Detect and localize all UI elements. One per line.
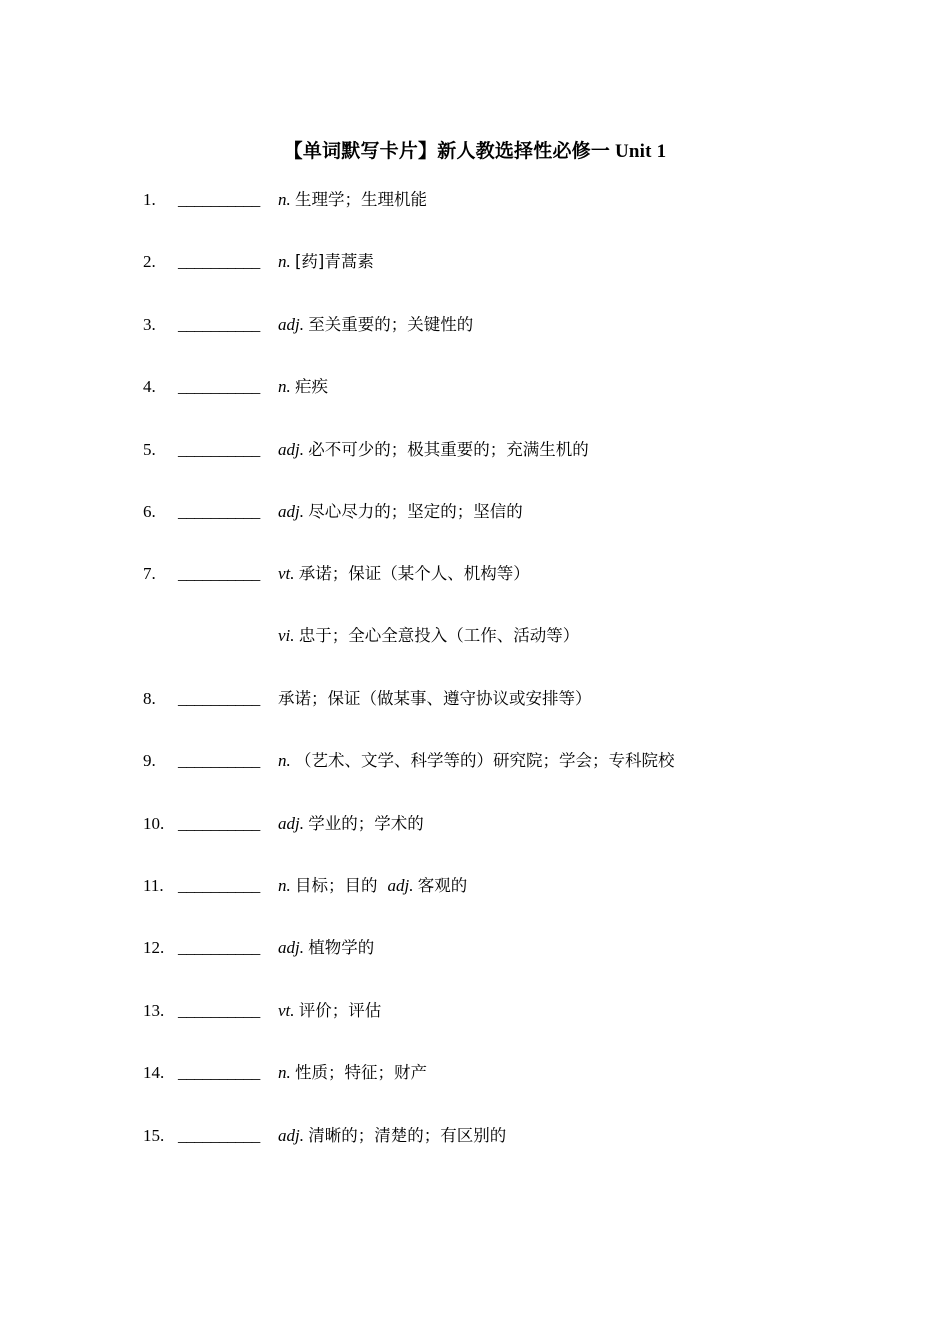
answer-blank: __________ <box>178 440 261 459</box>
meaning: 清晰的；清楚的；有区别的 <box>308 1126 507 1145</box>
meaning: [药]青蒿素 <box>295 252 374 271</box>
meaning: 必不可少的；极其重要的；充满生机的 <box>308 440 589 459</box>
vocab-row-11 <box>0 874 950 898</box>
answer-blank: __________ <box>178 377 261 396</box>
item-number: 14. <box>143 1063 165 1082</box>
meaning: 疟疾 <box>295 377 328 396</box>
answer-blank: __________ <box>178 190 261 209</box>
part-of-speech: n. <box>278 377 291 396</box>
definition <box>278 624 579 648</box>
vocab-row-2 <box>0 250 950 274</box>
definition <box>278 1061 427 1085</box>
answer-blank: __________ <box>178 1001 261 1020</box>
answer-blank: __________ <box>178 252 261 271</box>
vocab-row-15 <box>0 1124 950 1148</box>
item-number: 11. <box>143 876 164 895</box>
item-number: 6. <box>143 502 156 521</box>
meaning: 评价；评估 <box>298 1001 382 1020</box>
meaning: 承诺；保证（某个人、机构等） <box>298 564 530 583</box>
meaning: 性质；特征；财产 <box>295 1063 427 1082</box>
vocab-row-3 <box>0 313 950 337</box>
item-number: 8. <box>143 689 156 708</box>
item-number: 3. <box>143 315 156 334</box>
definition <box>278 250 374 274</box>
answer-blank: __________ <box>178 814 261 833</box>
part-of-speech: adj. <box>278 938 304 957</box>
meaning: 生理学；生理机能 <box>295 190 427 209</box>
part-of-speech: vi. <box>278 626 295 645</box>
part-of-speech: n. <box>278 876 291 895</box>
part-of-speech: n. <box>278 190 291 209</box>
definition <box>278 1124 506 1148</box>
answer-blank: __________ <box>178 938 261 957</box>
vocab-row-14 <box>0 1061 950 1085</box>
part-of-speech: adj. <box>278 315 304 334</box>
answer-blank: __________ <box>178 876 261 895</box>
part-of-speech: adj. <box>278 440 304 459</box>
part-of-speech: vt. <box>278 1001 295 1020</box>
definition <box>278 438 589 462</box>
definition <box>278 687 592 711</box>
item-number: 10. <box>143 814 165 833</box>
definition <box>278 936 374 960</box>
meaning: （艺术、文学、科学等的）研究院；学会；专科院校 <box>295 751 675 770</box>
meaning: 目标；目的 <box>295 876 378 895</box>
answer-blank: __________ <box>178 502 261 521</box>
part-of-speech: adj. <box>278 814 304 833</box>
part-of-speech: vt. <box>278 564 295 583</box>
vocab-row-13 <box>0 999 950 1023</box>
meaning-2: 客观的 <box>417 876 468 895</box>
vocab-row-9 <box>0 749 950 773</box>
part-of-speech: adj. <box>278 502 304 521</box>
answer-blank: __________ <box>178 315 261 334</box>
item-number: 15. <box>143 1126 165 1145</box>
vocab-row-5 <box>0 438 950 462</box>
part-of-speech: n. <box>278 252 291 271</box>
meaning: 承诺；保证（做某事、遵守协议或安排等） <box>278 689 592 708</box>
vocab-row-4 <box>0 375 950 399</box>
item-number: 7. <box>143 564 156 583</box>
part-of-speech: n. <box>278 751 291 770</box>
meaning: 植物学的 <box>308 938 375 957</box>
answer-blank: __________ <box>178 689 261 708</box>
meaning: 忠于；全心全意投入（工作、活动等） <box>298 626 580 645</box>
item-number: 5. <box>143 440 156 459</box>
definition <box>278 749 675 773</box>
meaning: 学业的；学术的 <box>308 814 424 833</box>
answer-blank: __________ <box>178 1126 261 1145</box>
definition <box>278 562 530 586</box>
definition <box>278 812 424 836</box>
page-title: 【单词默写卡片】新人教选择性必修一 Unit 1 <box>283 141 667 162</box>
definition <box>278 999 381 1023</box>
vocab-row-12 <box>0 936 950 960</box>
meaning: 尽心尽力的；坚定的；坚信的 <box>308 502 523 521</box>
answer-blank: __________ <box>178 564 261 583</box>
meaning: 至关重要的；关键性的 <box>308 315 474 334</box>
answer-blank: __________ <box>178 1063 261 1082</box>
item-number: 12. <box>143 938 165 957</box>
vocab-row-6 <box>0 500 950 524</box>
item-number: 1. <box>143 190 156 209</box>
vocab-row-8 <box>0 687 950 711</box>
definition <box>278 874 467 898</box>
definition <box>278 188 427 212</box>
part-of-speech: n. <box>278 1063 291 1082</box>
item-number: 2. <box>143 252 156 271</box>
definition <box>278 313 473 337</box>
vocab-row-1 <box>0 188 950 212</box>
part-of-speech: adj. <box>278 1126 304 1145</box>
definition <box>278 500 523 524</box>
vocab-row-10 <box>0 812 950 836</box>
item-number: 4. <box>143 377 156 396</box>
answer-blank: __________ <box>178 751 261 770</box>
definition <box>278 375 328 399</box>
item-number: 9. <box>143 751 156 770</box>
vocab-row-7 <box>0 562 950 586</box>
vocab-row-7-continuation <box>0 624 950 648</box>
part-of-speech-2: adj. <box>387 876 414 895</box>
item-number: 13. <box>143 1001 165 1020</box>
